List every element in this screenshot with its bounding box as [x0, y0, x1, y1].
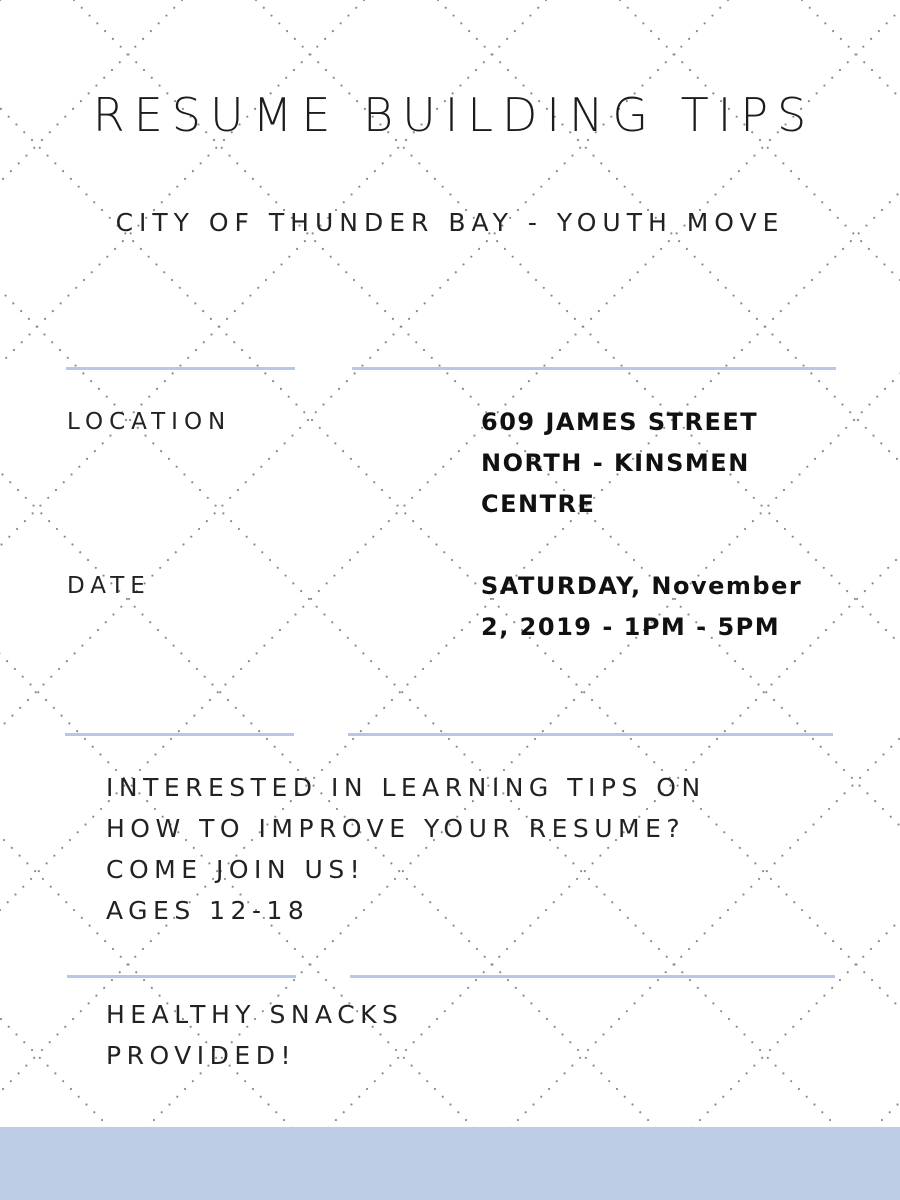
dotted-line	[802, 0, 900, 1200]
event-description	[106, 767, 706, 931]
divider-right-1	[352, 367, 836, 370]
snacks-line: HEALTHY SNACKS	[106, 1000, 404, 1029]
dotted-line	[802, 0, 900, 1200]
location-line: 609 JAMES STREET	[481, 408, 759, 436]
location-label: LOCATION	[67, 409, 232, 435]
description-line: COME JOIN US!	[106, 855, 366, 884]
divider-left-3	[67, 975, 296, 978]
divider-right-3	[350, 975, 835, 978]
snacks-line: PROVIDED!	[106, 1041, 296, 1070]
location-line: NORTH - KINSMEN	[481, 449, 750, 477]
date-value	[481, 566, 802, 648]
description-line: HOW TO IMPROVE YOUR RESUME?	[106, 814, 686, 843]
flyer-title: RESUME BUILDING TIPS	[92, 88, 816, 142]
divider-right-2	[348, 733, 833, 736]
location-line: CENTRE	[481, 490, 596, 518]
flyer-subtitle: CITY OF THUNDER BAY - YOUTH MOVE	[115, 208, 785, 237]
description-line: INTERESTED IN LEARNING TIPS ON	[106, 773, 706, 802]
location-value	[481, 402, 758, 525]
date-line: SATURDAY, November	[481, 572, 803, 600]
divider-left-1	[66, 367, 295, 370]
divider-left-2	[65, 733, 294, 736]
date-line: 2, 2019 - 1PM - 5PM	[481, 613, 781, 641]
snacks-note	[106, 994, 403, 1076]
description-line: AGES 12-18	[106, 896, 310, 925]
date-label: DATE	[67, 573, 151, 599]
footer-band	[0, 1127, 900, 1200]
